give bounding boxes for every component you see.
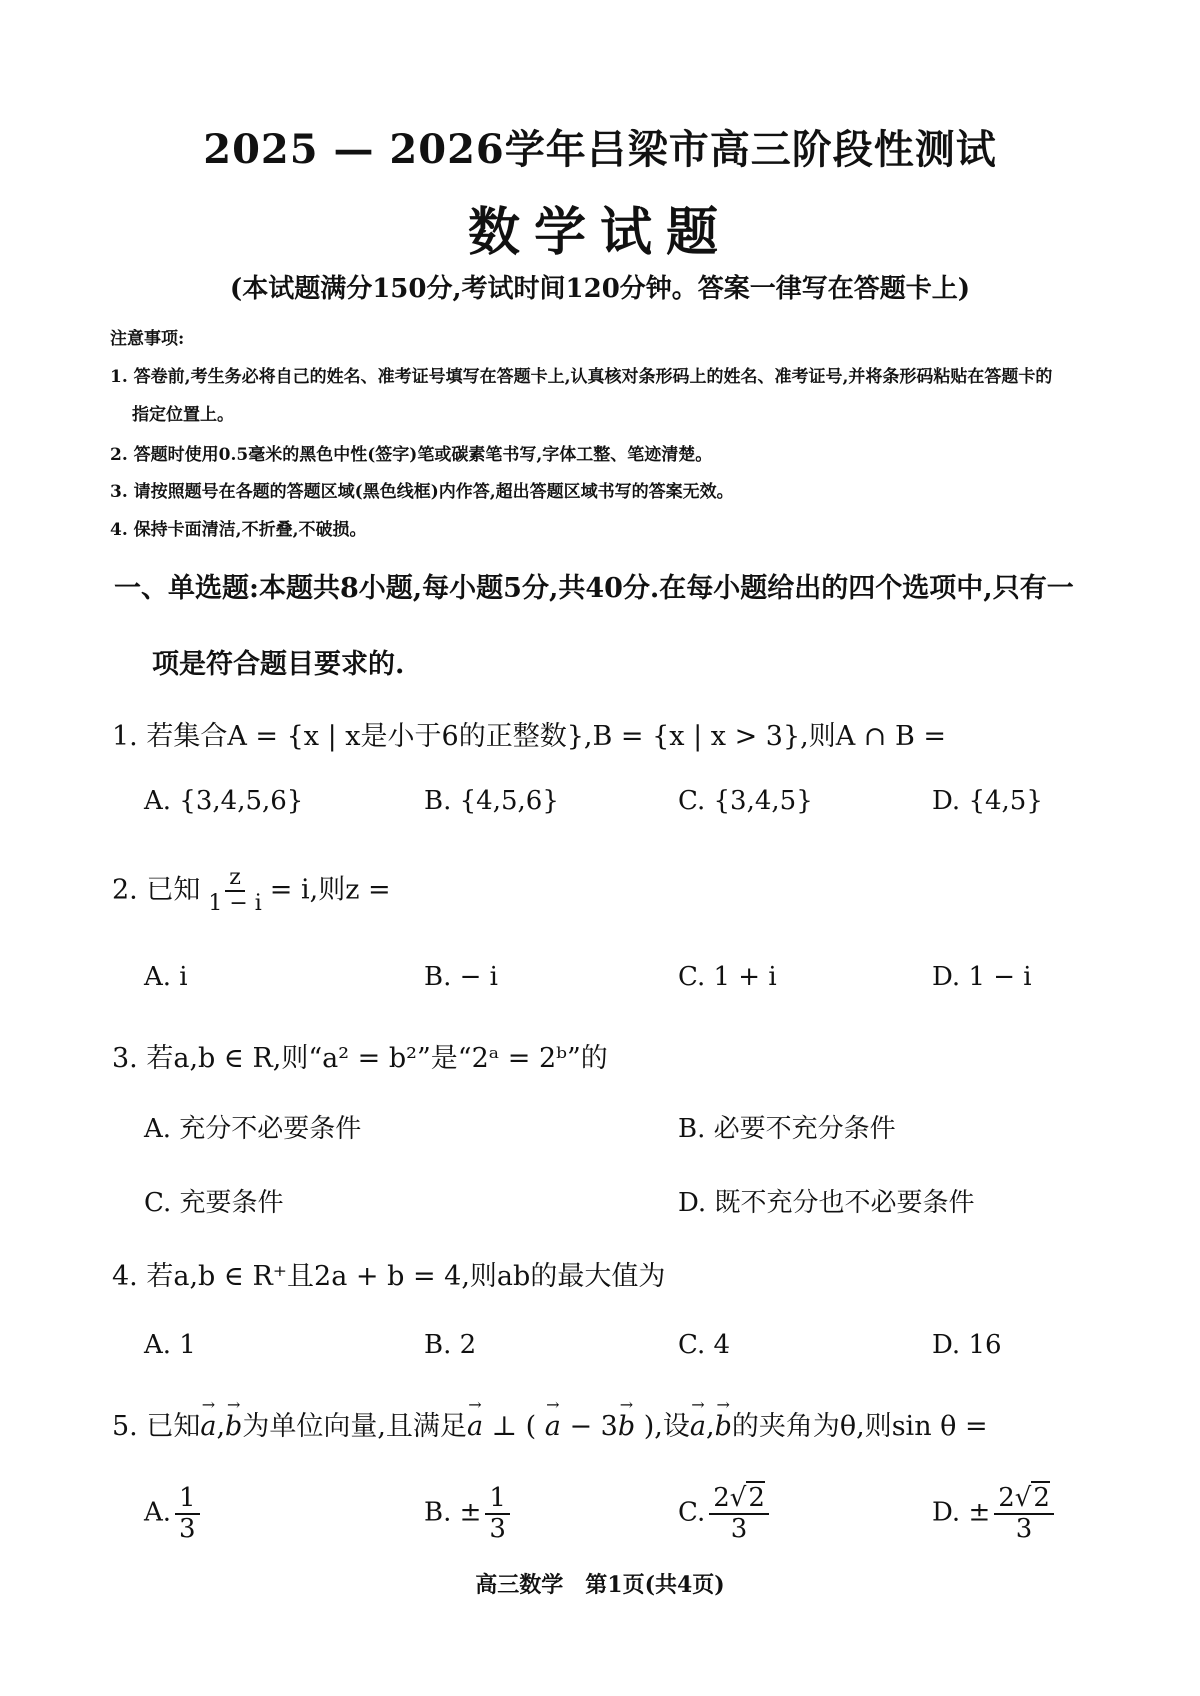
question-2-option-c: C. 1 + i bbox=[678, 962, 777, 992]
option-d-num: 2√2 bbox=[994, 1484, 1054, 1515]
question-2-option-a: A. i bbox=[144, 962, 188, 992]
question-5-stem-e: ),设 bbox=[643, 1411, 690, 1442]
notice-item-2: 2. 答题时使用0.5毫米的黑色中性(签字)笔或碳素笔书写,字体工整、笔迹清楚。 bbox=[110, 445, 713, 465]
question-1-option-d: D. {4,5} bbox=[932, 786, 1043, 816]
question-1-stem: 1. 若集合A = {x | x是小于6的正整数},B = {x | x > 3},则A ∩ B = bbox=[112, 721, 947, 752]
vector-a-4: → a bbox=[690, 1411, 706, 1442]
exam-title: 2025 — 2026学年吕梁市高三阶段性测试 bbox=[203, 126, 997, 173]
question-4-stem: 4. 若a,b ∈ R⁺且2a + b = 4,则ab的最大值为 bbox=[112, 1261, 666, 1292]
option-c-label: C. bbox=[678, 1497, 706, 1528]
exam-subject: 数学试题 bbox=[467, 202, 732, 263]
question-1-option-a: A. {3,4,5,6} bbox=[144, 786, 304, 816]
question-4-option-b: B. 2 bbox=[424, 1330, 477, 1360]
vector-b-2: → b bbox=[618, 1411, 635, 1442]
option-b-num: 1 bbox=[485, 1484, 510, 1515]
question-4-option-c: C. 4 bbox=[678, 1330, 731, 1360]
option-c-den: 3 bbox=[730, 1513, 748, 1544]
question-2-frac-den: 1 − i bbox=[208, 891, 262, 917]
option-a-den: 3 bbox=[179, 1513, 196, 1544]
question-5-option-a bbox=[144, 1484, 204, 1543]
question-2-fraction bbox=[204, 866, 265, 916]
page-footer: 高三数学 第1页(共4页) bbox=[475, 1572, 725, 1598]
vector-b: → b bbox=[225, 1411, 242, 1442]
question-3-option-c: C. 充要条件 bbox=[144, 1188, 284, 1218]
option-c-num: 2√2 bbox=[709, 1484, 769, 1515]
question-5-stem-a: 5. 已知 bbox=[112, 1411, 201, 1442]
question-5-stem: 5. 已知→ a,→ b为单位向量,且满足→ a ⊥ ( → a − 3→ b ),设→ a,→ b的夹角为θ,则sin θ = bbox=[112, 1404, 988, 1443]
vector-a-2: → a bbox=[467, 1411, 483, 1442]
option-d-label: D. ± bbox=[932, 1497, 991, 1528]
question-2-option-b: B. − i bbox=[424, 962, 499, 992]
notice-item-3: 3. 请按照题号在各题的答题区域(黑色线框)内作答,超出答题区域书写的答案无效。 bbox=[110, 482, 734, 502]
notice-item-1-cont: 指定位置上。 bbox=[132, 405, 234, 425]
question-5-option-b bbox=[424, 1484, 514, 1543]
question-1-option-b: B. {4,5,6} bbox=[424, 786, 559, 816]
question-5-stem-f: 的夹角为θ,则sin θ = bbox=[731, 1411, 988, 1442]
option-b-label: B. ± bbox=[424, 1497, 482, 1528]
question-5-stem-d: − 3 bbox=[569, 1411, 618, 1442]
question-2-stem-pre: 2. 已知 bbox=[112, 874, 201, 906]
question-3-stem: 3. 若a,b ∈ R,则“a² = b²”是“2ᵃ = 2ᵇ”的 bbox=[112, 1043, 608, 1074]
question-1-option-c: C. {3,4,5} bbox=[678, 786, 813, 816]
vector-a: → a bbox=[200, 1411, 216, 1442]
notice-item-4: 4. 保持卡面清洁,不折叠,不破损。 bbox=[110, 520, 367, 540]
option-b-den: 3 bbox=[489, 1513, 506, 1544]
section-heading: 一、单选题:本题共8小题,每小题5分,共40分.在每小题给出的四个选项中,只有一 bbox=[114, 573, 1074, 604]
option-d-fraction bbox=[994, 1484, 1054, 1543]
option-c-coeff: 2 bbox=[713, 1483, 730, 1513]
question-3-option-a: A. 充分不必要条件 bbox=[144, 1114, 362, 1144]
option-a-num: 1 bbox=[175, 1484, 200, 1515]
question-3-option-d: D. 既不充分也不必要条件 bbox=[678, 1188, 975, 1218]
notice-title: 注意事项: bbox=[110, 329, 185, 349]
option-d-den: 3 bbox=[1015, 1513, 1033, 1544]
option-d-radicand: 2 bbox=[1033, 1483, 1050, 1513]
question-2-frac-num: z bbox=[225, 866, 245, 892]
vector-a-3: → a bbox=[545, 1411, 561, 1442]
question-5-option-d bbox=[932, 1484, 1058, 1543]
notice-item-1: 1. 答卷前,考生务必将自己的姓名、准考证号填写在答题卡上,认真核对条形码上的姓名、准考证号,并将条形码粘贴在答题卡的 bbox=[110, 367, 1053, 387]
vector-b-3: → b bbox=[715, 1411, 732, 1442]
question-2-stem bbox=[112, 866, 391, 916]
question-5-option-c bbox=[678, 1484, 773, 1543]
question-5-stem-c: ⊥ ( bbox=[491, 1411, 537, 1442]
question-5-stem-b: 为单位向量,且满足 bbox=[242, 1411, 467, 1442]
option-a-fraction bbox=[175, 1484, 200, 1543]
option-d-coeff: 2 bbox=[998, 1483, 1015, 1513]
score-note: (本试题满分150分,考试时间120分钟。答案一律写在答题卡上) bbox=[229, 274, 971, 304]
question-3-option-b: B. 必要不充分条件 bbox=[678, 1114, 896, 1144]
question-2-option-d: D. 1 − i bbox=[932, 962, 1032, 992]
option-c-radicand: 2 bbox=[748, 1483, 765, 1513]
question-2-stem-post: = i,则z = bbox=[269, 874, 391, 906]
option-b-fraction bbox=[485, 1484, 510, 1543]
option-a-label: A. bbox=[144, 1497, 172, 1528]
question-4-option-d: D. 16 bbox=[932, 1330, 1002, 1360]
section-heading-cont: 项是符合题目要求的. bbox=[152, 649, 405, 680]
option-c-fraction bbox=[709, 1484, 769, 1543]
question-4-option-a: A. 1 bbox=[144, 1330, 196, 1360]
